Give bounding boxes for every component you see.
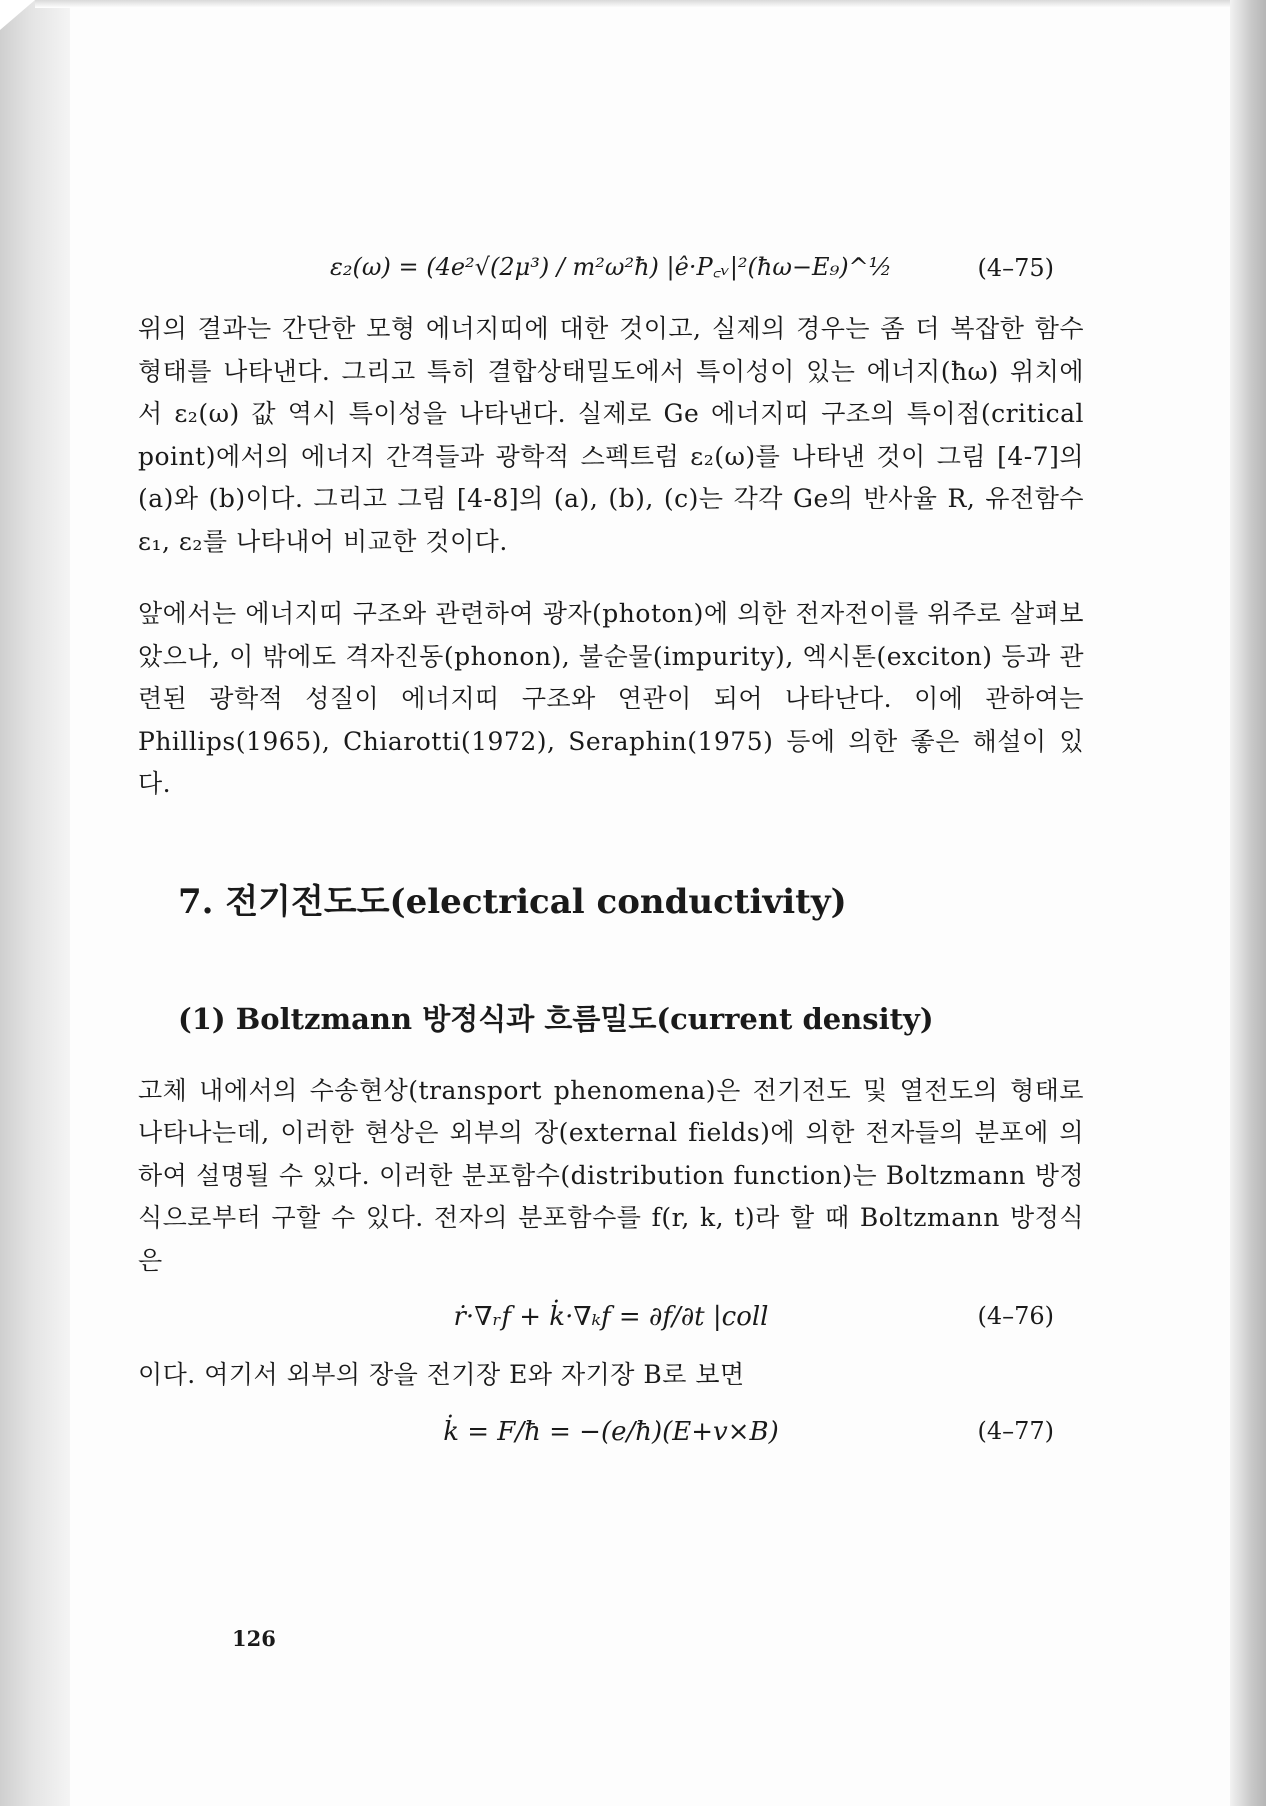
paragraph-results: 위의 결과는 간단한 모형 에너지띠에 대한 것이고, 실제의 경우는 좀 더 복잡한 함수 형태를 나타낸다. 그리고 특히 결합상태밀도에서 특이성이 있는 에너지(ħω) 위치에서 ε₂(ω) 값 역시 특이성을 나타낸다. 실제로 Ge 에너지띠 구조의 특이점(critical point)에서의 에너지 간격들과 광학적 스펙트럼 ε₂(ω)를 나타낸 것이 그림 [4-7]의 (a)와 (b)이다. 그리고 그림 [4-8]의 (a), (b), (c)는 각각 Ge의 반사율 R, 유전함수 ε₁, ε₂를 나타내어 비교한 것이다. bbox=[138, 314, 1084, 556]
equation-4-75-formula: ε₂(ω) = (4e²√(2μ³) / m²ω²ħ) |ê·P꜀ᵥ|²(ħω−E₉)^½ bbox=[330, 253, 892, 281]
equation-4-76 bbox=[138, 1282, 1084, 1354]
equation-4-77 bbox=[138, 1397, 1084, 1469]
section-heading: 7. 전기전도도(electrical conductivity) bbox=[178, 881, 847, 922]
paragraph-transport: 고체 내에서의 수송현상(transport phenomena)은 전기전도 및 열전도의 형태로 나타나는데, 이러한 현상은 외부의 장(external fields)에 의한 전자들의 분포에 의하여 설명될 수 있다. 이러한 분포함수(distribution function)는 Boltzmann 방정식으로부터 구할 수 있다. 전자의 분포함수를 f(r, k, t)라 할 때 Boltzmann 방정식은 bbox=[138, 1075, 1084, 1275]
paragraph-transitions: 앞에서는 에너지띠 구조와 관련하여 광자(photon)에 의한 전자전이를 위주로 살펴보았으나, 이 밖에도 격자진동(phonon), 불순물(impurity), 엑시톤(exciton) 등과 관련된 광학적 성질이 에너지띠 구조와 연관이 되어 나타난다. 이에 관하여는 Phillips(1965), Chiarotti(1972), Seraphin(1975) 등에 의한 좋은 해설이 있다. bbox=[138, 599, 1084, 798]
page-content bbox=[138, 232, 1084, 1469]
subsection-heading: (1) Boltzmann 방정식과 흐름밀도(current density) bbox=[178, 1001, 934, 1036]
equation-4-77-number: (4–77) bbox=[977, 1416, 1054, 1445]
equation-4-76-formula: ṙ·∇ᵣf + k̇·∇ₖf = ∂f/∂t |coll bbox=[453, 1302, 769, 1332]
equation-4-75 bbox=[138, 232, 1084, 308]
page-number: 126 bbox=[232, 1626, 276, 1651]
equation-4-77-formula: k̇ = F/ħ = −(e/ħ)(E+v×B) bbox=[443, 1416, 779, 1447]
paragraph-external-fields: 이다. 여기서 외부의 장을 전기장 E와 자기장 B로 보면 bbox=[138, 1360, 745, 1389]
page-right-shadow bbox=[1230, 0, 1266, 1806]
equation-4-76-number: (4–76) bbox=[977, 1302, 1054, 1330]
book-spine-edge bbox=[0, 0, 70, 1806]
equation-4-75-number: (4–75) bbox=[977, 254, 1054, 282]
book-top-edge bbox=[35, 0, 1235, 8]
